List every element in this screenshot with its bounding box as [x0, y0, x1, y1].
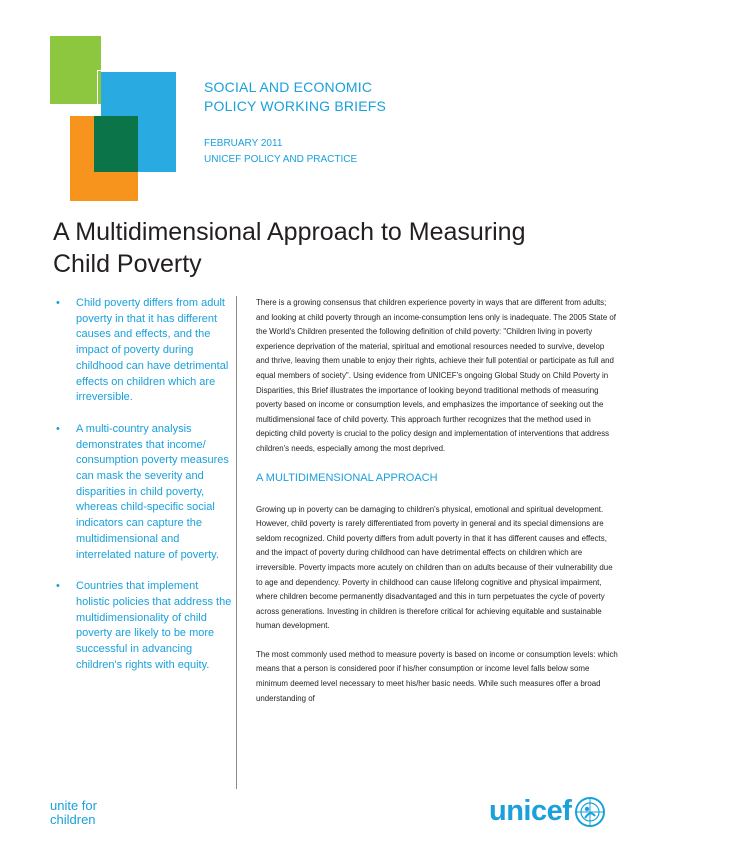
series-title-line1: SOCIAL AND ECONOMIC — [204, 79, 373, 95]
column-divider — [236, 296, 237, 789]
green-square — [50, 36, 101, 104]
tagline-line1: unite for — [50, 798, 97, 813]
series-title-line2: POLICY WORKING BRIEFS — [204, 98, 387, 114]
tagline-line2: children — [50, 812, 96, 827]
title-line1: A Multidimensional Approach to Measuring — [53, 218, 526, 246]
logo-wordmark: unicef — [489, 795, 572, 827]
key-point — [56, 579, 232, 673]
body-text — [256, 296, 618, 720]
unicef-logo — [489, 795, 606, 828]
key-point-text: A multi-country analysis demonstrates that income/ consumption poverty measures can mask the severity and disparities in child poverty, whereas child-specific social indicators can capture the multidimensional and interrelated nature of poverty. — [76, 422, 229, 561]
dark-green-square — [94, 116, 138, 172]
series-title — [204, 78, 386, 116]
publication-info — [204, 136, 357, 168]
publication-date: FEBRUARY 2011 — [204, 138, 283, 149]
body-paragraph: Growing up in poverty can be damaging to children's physical, emotional and spiritual development. However, child poverty is rarely differentiated from poverty in general and its special dimensions are seldom recognized. Child poverty differs from adult poverty in that it has different causes and effects, and the impact of poverty during childhood can have detrimental effects on children which are irreversible. Poverty impacts more acutely on children than on adults because of their vulnerability due to age and dependency. Poverty in childhood can cause lifelong cognitive and physical impairment, where children become permanently disadvantaged and this in turn perpetuates the cycle of poverty across generations. Investing in children is therefore critical for achieving equitable and sustainable human development. — [256, 504, 613, 631]
intro-paragraph: There is a growing consensus that children experience poverty in ways that are different from adults; and looking at child poverty through an income-consumption lens only is inadequate. The 2005 State of the World's Children presented the following definition of child poverty: "Children living in poverty experience deprivation of the material, spiritual and emotional resources needed to survive, develop and thrive, leaving them unable to enjoy their rights, achieve their full potential or participate as full and equal members of society". Using evidence from UNICEF's ongoing Global Study on Child Poverty in Disparities, this Brief illustrates the importance of looking beyond traditional methods of measuring poverty based on income or consumption levels, and emphasizes the importance of seeking out the multidimensional face of child poverty. This approach further recognizes that the method used in depicting child poverty is crucial to the policy design and implementation of interventions that address children's needs, especially among the most deprived. — [256, 298, 616, 453]
key-points-list — [56, 296, 232, 689]
unicef-emblem-icon — [574, 796, 606, 828]
key-point — [56, 296, 232, 406]
bullet-icon: • — [56, 297, 60, 309]
publication-org: UNICEF POLICY AND PRACTICE — [204, 154, 358, 165]
key-point-text: Child poverty differs from adult poverty in that it has different causes and effects, and the impact of poverty during childhood can have detrimental effects on children which are irreversible. — [76, 297, 229, 404]
body-paragraph: The most commonly used method to measure poverty is based on income or consumption levels: which means that a person is considered poor if his/her consumption or income level falls below some minimum deemed level necessary to meet his/her basic needs. While such measures offer a broad understanding of — [256, 649, 618, 703]
key-point — [56, 422, 232, 563]
bullet-icon: • — [56, 580, 60, 593]
section-heading: A MULTIDIMENSIONAL APPROACH — [256, 471, 438, 484]
document-title — [53, 216, 526, 280]
tagline — [50, 799, 97, 827]
key-point-text: Countries that implement holistic policies that address the multidimensionality of child poverty are likely to be more successful in advancing children's rights with equity. — [76, 580, 232, 671]
title-line2: Child Poverty — [53, 250, 202, 278]
bullet-icon: • — [56, 422, 60, 435]
